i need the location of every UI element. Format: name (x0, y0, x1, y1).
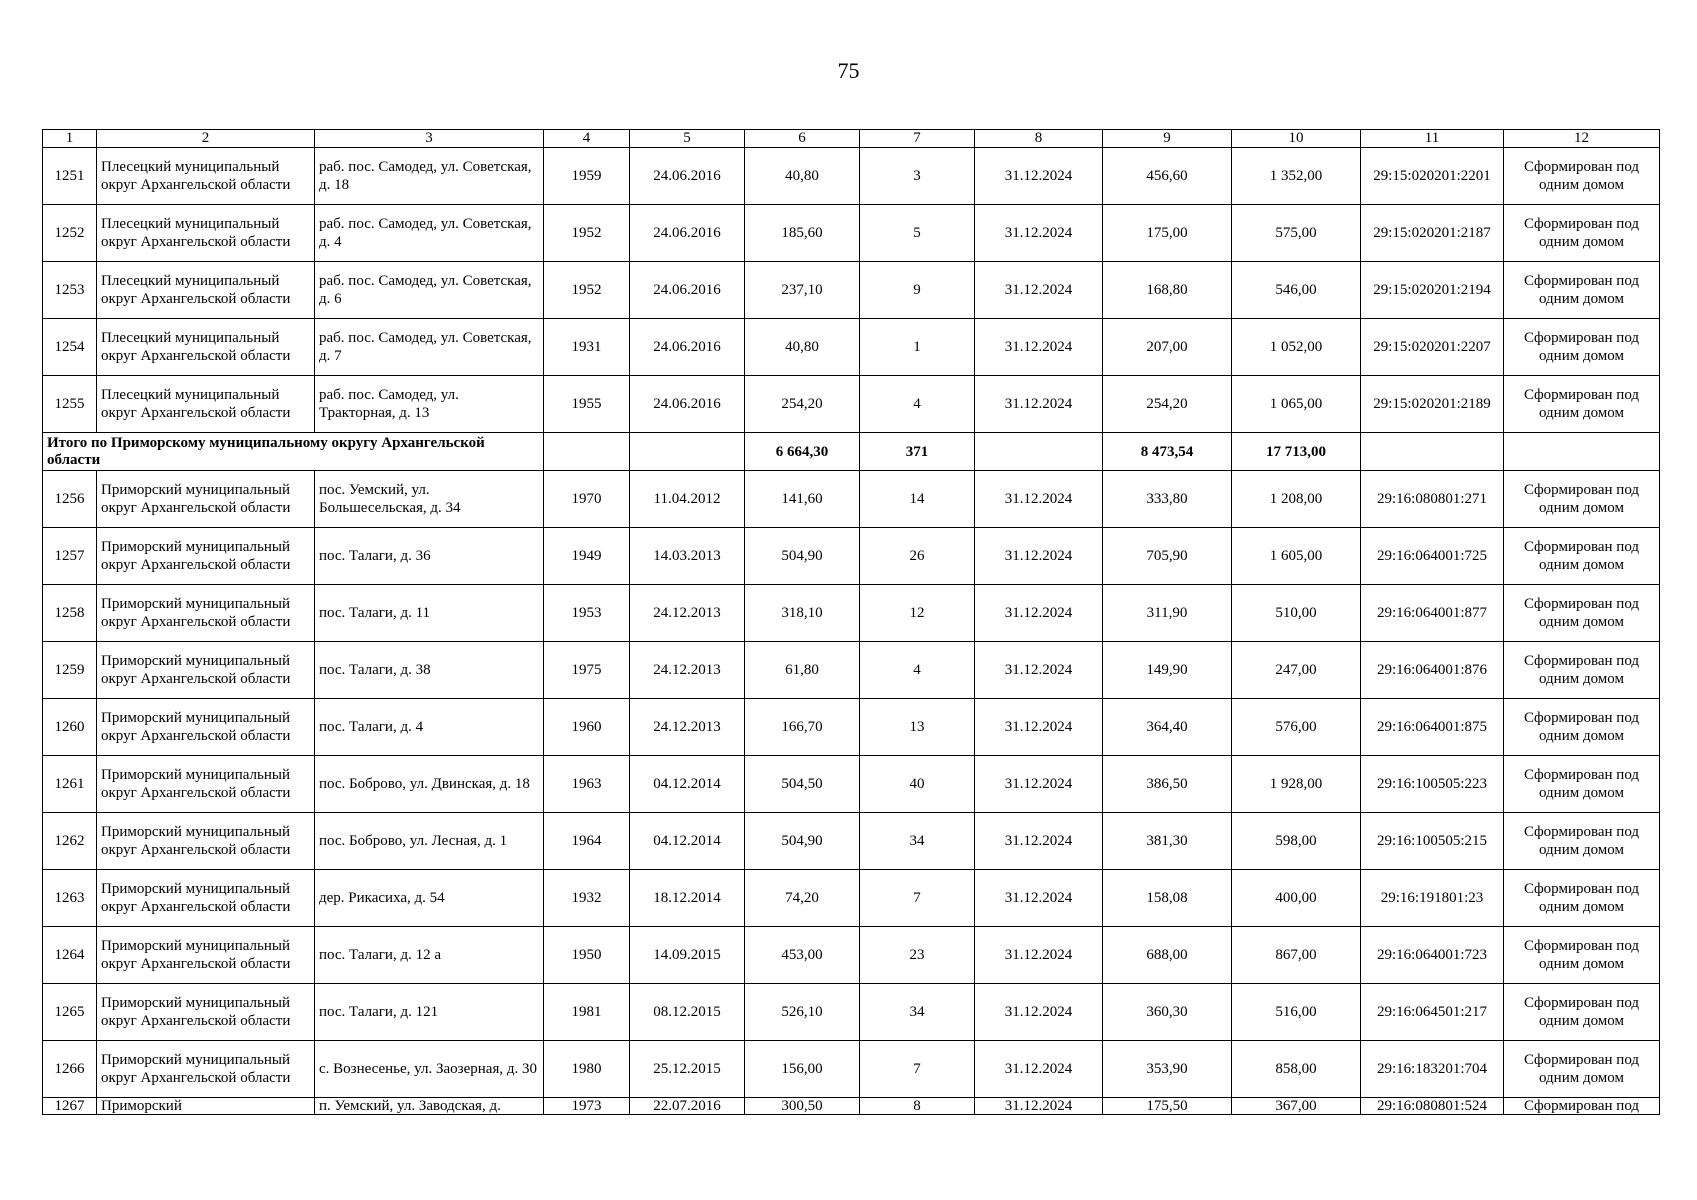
cell-cadastre: 29:15:020201:2189 (1361, 376, 1504, 433)
cell-area: 453,00 (745, 927, 860, 984)
cell-year: 1931 (544, 319, 630, 376)
cell-address: пос. Талаги, д. 11 (315, 585, 544, 642)
cell-status: Сформирован под одним домом (1504, 927, 1660, 984)
cell-address: раб. пос. Самодед, ул. Тракторная, д. 13 (315, 376, 544, 433)
cell-area: 156,00 (745, 1041, 860, 1098)
cell-address: раб. пос. Самодед, ул. Советская, д. 7 (315, 319, 544, 376)
cell-num: 1253 (43, 262, 97, 319)
cell-area: 526,10 (745, 984, 860, 1041)
cell-date: 18.12.2014 (630, 870, 745, 927)
cell-year: 1950 (544, 927, 630, 984)
cell-area2: 158,08 (1103, 870, 1232, 927)
cell-text: 29:16:080801:524 (1376, 1098, 1487, 1114)
cell-deadline: 31.12.2024 (975, 148, 1103, 205)
cell-deadline: 31.12.2024 (975, 813, 1103, 870)
cell-municipality: Плесецкий муниципальный округ Архангельской области (97, 205, 315, 262)
cell-deadline: 31.12.2024 (975, 319, 1103, 376)
table-row (43, 813, 1660, 870)
cell-date: 24.12.2013 (630, 585, 745, 642)
cell-residents: 7 (860, 870, 975, 927)
cell-status: Сформирован под одним домом (1504, 756, 1660, 813)
cell-municipality: Приморский муниципальный округ Архангельской области (97, 642, 315, 699)
cell-area2: 381,30 (1103, 813, 1232, 870)
cell-area: 61,80 (745, 642, 860, 699)
cell-municipality: Плесецкий муниципальный округ Архангельской области (97, 319, 315, 376)
cell-year: 1952 (544, 262, 630, 319)
table-row (43, 642, 1660, 699)
cell-deadline: 31.12.2024 (975, 756, 1103, 813)
cell-residents: 12 (860, 585, 975, 642)
cell-land: 1 065,00 (1232, 376, 1361, 433)
cell-status: Сформирован под одним домом (1504, 642, 1660, 699)
cell-status: Сформирован под одним домом (1504, 376, 1660, 433)
cell-land: 510,00 (1232, 585, 1361, 642)
cell-cadastre: 29:16:183201:704 (1361, 1041, 1504, 1098)
cell-cadastre: 29:16:064001:725 (1361, 528, 1504, 585)
cell-cadastre: 29:16:080801:271 (1361, 471, 1504, 528)
cell-year: 1949 (544, 528, 630, 585)
cell-residents: 40 (860, 756, 975, 813)
cell-num: 1259 (43, 642, 97, 699)
cell-address: пос. Боброво, ул. Лесная, д. 1 (315, 813, 544, 870)
cell-num: 1263 (43, 870, 97, 927)
cell-status: Сформирован под одним домом (1504, 262, 1660, 319)
cell-deadline: 31.12.2024 (975, 870, 1103, 927)
cell-text: Сформирован под (1523, 1098, 1640, 1114)
cell-date: 24.12.2013 (630, 699, 745, 756)
total-empty-year (544, 433, 630, 471)
cell-area2: 311,90 (1103, 585, 1232, 642)
table-row (43, 699, 1660, 756)
cell-municipality: Приморский муниципальный округ Архангельской области (97, 870, 315, 927)
cell-municipality: Плесецкий муниципальный округ Архангельской области (97, 148, 315, 205)
cell-cadastre (1361, 1098, 1504, 1115)
total-area2: 8 473,54 (1103, 433, 1232, 471)
cell-address: пос. Талаги, д. 121 (315, 984, 544, 1041)
cell-area2: 705,90 (1103, 528, 1232, 585)
cell-residents: 4 (860, 642, 975, 699)
cell-status: Сформирован под одним домом (1504, 148, 1660, 205)
cell-area2: 149,90 (1103, 642, 1232, 699)
table-row (43, 585, 1660, 642)
cell-deadline: 31.12.2024 (975, 205, 1103, 262)
cell-address: пос. Боброво, ул. Двинская, д. 18 (315, 756, 544, 813)
cell-cadastre: 29:16:064501:217 (1361, 984, 1504, 1041)
cell-municipality: Приморский муниципальный округ Архангельской области (97, 756, 315, 813)
cell-cadastre: 29:16:100505:223 (1361, 756, 1504, 813)
cell-date: 24.06.2016 (630, 376, 745, 433)
cell-land: 247,00 (1232, 642, 1361, 699)
cell-land: 575,00 (1232, 205, 1361, 262)
cell-cadastre: 29:15:020201:2207 (1361, 319, 1504, 376)
cell-date: 11.04.2012 (630, 471, 745, 528)
cell-address: пос. Талаги, д. 4 (315, 699, 544, 756)
cell-text: 1267 (54, 1098, 85, 1114)
cell-land: 400,00 (1232, 870, 1361, 927)
cell-area: 504,90 (745, 813, 860, 870)
cell-area2: 333,80 (1103, 471, 1232, 528)
cell-area: 237,10 (745, 262, 860, 319)
cell-area2 (1103, 1098, 1232, 1115)
cell-land (1232, 1098, 1361, 1115)
table-row (43, 528, 1660, 585)
cell-address: пос. Талаги, д. 36 (315, 528, 544, 585)
cell-address: дер. Рикасиха, д. 54 (315, 870, 544, 927)
column-number-cell: 6 (745, 130, 860, 148)
cell-residents: 9 (860, 262, 975, 319)
table-row (43, 319, 1660, 376)
cell-date: 14.03.2013 (630, 528, 745, 585)
table-row (43, 376, 1660, 433)
cell-text: 31.12.2024 (1004, 1098, 1073, 1114)
total-empty-cadastre (1361, 433, 1504, 471)
cell-num: 1256 (43, 471, 97, 528)
cell-year: 1970 (544, 471, 630, 528)
cell-status: Сформирован под одним домом (1504, 528, 1660, 585)
cell-municipality: Приморский муниципальный округ Архангельской области (97, 585, 315, 642)
total-residents: 371 (860, 433, 975, 471)
table-row (43, 984, 1660, 1041)
cell-municipality: Плесецкий муниципальный округ Архангельской области (97, 376, 315, 433)
cell-status: Сформирован под одним домом (1504, 984, 1660, 1041)
cell-cadastre: 29:16:064001:723 (1361, 927, 1504, 984)
cell-year: 1959 (544, 148, 630, 205)
cell-year (544, 1098, 630, 1115)
column-number-cell: 7 (860, 130, 975, 148)
cell-deadline: 31.12.2024 (975, 699, 1103, 756)
cell-num: 1264 (43, 927, 97, 984)
cell-address: раб. пос. Самодед, ул. Советская, д. 6 (315, 262, 544, 319)
column-number-cell: 3 (315, 130, 544, 148)
cell-num: 1260 (43, 699, 97, 756)
cell-area2: 360,30 (1103, 984, 1232, 1041)
cell-land: 516,00 (1232, 984, 1361, 1041)
cell-cadastre: 29:15:020201:2194 (1361, 262, 1504, 319)
cell-area: 40,80 (745, 319, 860, 376)
cell-residents (860, 1098, 975, 1115)
cell-area: 141,60 (745, 471, 860, 528)
table-row (43, 756, 1660, 813)
column-number-cell: 1 (43, 130, 97, 148)
cell-residents: 5 (860, 205, 975, 262)
cell-area: 40,80 (745, 148, 860, 205)
total-area: 6 664,30 (745, 433, 860, 471)
cell-residents: 23 (860, 927, 975, 984)
cell-status: Сформирован под одним домом (1504, 1041, 1660, 1098)
cell-text: 1973 (571, 1098, 602, 1114)
cell-area: 254,20 (745, 376, 860, 433)
cell-num: 1262 (43, 813, 97, 870)
cell-year: 1981 (544, 984, 630, 1041)
cell-year: 1952 (544, 205, 630, 262)
cell-residents: 7 (860, 1041, 975, 1098)
total-label: Итого по Приморскому муниципальному округу Архангельской области (43, 433, 544, 471)
cell-residents: 34 (860, 813, 975, 870)
housing-registry-table (42, 129, 1660, 1115)
cell-area: 74,20 (745, 870, 860, 927)
cell-date: 24.06.2016 (630, 205, 745, 262)
cell-year: 1932 (544, 870, 630, 927)
cell-address: раб. пос. Самодед, ул. Советская, д. 18 (315, 148, 544, 205)
total-empty-status (1504, 433, 1660, 471)
cell-text: 300,50 (781, 1098, 823, 1114)
cell-cadastre: 29:16:064001:876 (1361, 642, 1504, 699)
column-number-cell: 4 (544, 130, 630, 148)
cell-area (745, 1098, 860, 1115)
cell-municipality: Плесецкий муниципальный округ Архангельской области (97, 262, 315, 319)
cell-year: 1955 (544, 376, 630, 433)
cell-year: 1975 (544, 642, 630, 699)
cell-deadline: 31.12.2024 (975, 471, 1103, 528)
column-number-cell: 5 (630, 130, 745, 148)
column-number-cell: 10 (1232, 130, 1361, 148)
cell-date: 24.06.2016 (630, 262, 745, 319)
cell-area2: 353,90 (1103, 1041, 1232, 1098)
column-number-cell: 12 (1504, 130, 1660, 148)
table-row (43, 1041, 1660, 1098)
cell-deadline: 31.12.2024 (975, 528, 1103, 585)
cell-cadastre: 29:16:064001:877 (1361, 585, 1504, 642)
cell-cadastre: 29:16:191801:23 (1361, 870, 1504, 927)
cell-land: 576,00 (1232, 699, 1361, 756)
cell-area2: 386,50 (1103, 756, 1232, 813)
cell-text: 367,00 (1275, 1098, 1317, 1114)
cell-area: 185,60 (745, 205, 860, 262)
total-empty-deadline (975, 433, 1103, 471)
cell-area: 318,10 (745, 585, 860, 642)
cell-cadastre: 29:16:064001:875 (1361, 699, 1504, 756)
cell-address: с. Вознесенье, ул. Заозерная, д. 30 (315, 1041, 544, 1098)
cell-residents: 34 (860, 984, 975, 1041)
cell-area2: 456,60 (1103, 148, 1232, 205)
cell-deadline: 31.12.2024 (975, 262, 1103, 319)
cell-num: 1257 (43, 528, 97, 585)
cell-status: Сформирован под одним домом (1504, 870, 1660, 927)
cell-date: 24.06.2016 (630, 319, 745, 376)
cell-year: 1953 (544, 585, 630, 642)
cell-land: 1 605,00 (1232, 528, 1361, 585)
cell-status: Сформирован под одним домом (1504, 205, 1660, 262)
cell-date: 24.12.2013 (630, 642, 745, 699)
cell-year: 1964 (544, 813, 630, 870)
cell-text: 175,50 (1146, 1098, 1188, 1114)
cell-land: 867,00 (1232, 927, 1361, 984)
cell-year: 1960 (544, 699, 630, 756)
table-row (43, 148, 1660, 205)
cell-area2: 207,00 (1103, 319, 1232, 376)
cell-num (43, 1098, 97, 1115)
cell-address (315, 1098, 544, 1115)
cell-municipality: Приморский муниципальный округ Архангельской области (97, 927, 315, 984)
cell-area2: 168,80 (1103, 262, 1232, 319)
cell-municipality: Приморский муниципальный округ Архангельской области (97, 813, 315, 870)
cell-num: 1252 (43, 205, 97, 262)
cell-year: 1980 (544, 1041, 630, 1098)
cell-area2: 254,20 (1103, 376, 1232, 433)
cell-status: Сформирован под одним домом (1504, 319, 1660, 376)
cell-cadastre: 29:16:100505:215 (1361, 813, 1504, 870)
cell-land: 1 208,00 (1232, 471, 1361, 528)
cell-residents: 3 (860, 148, 975, 205)
cell-num: 1265 (43, 984, 97, 1041)
cell-text: Приморский (101, 1098, 182, 1114)
table-row-partial (43, 1098, 1660, 1115)
cell-municipality: Приморский муниципальный округ Архангельской области (97, 1041, 315, 1098)
cell-address: раб. пос. Самодед, ул. Советская, д. 4 (315, 205, 544, 262)
cell-year: 1963 (544, 756, 630, 813)
cell-num: 1251 (43, 148, 97, 205)
cell-residents: 1 (860, 319, 975, 376)
column-number-row (43, 130, 1660, 148)
cell-deadline: 31.12.2024 (975, 376, 1103, 433)
cell-deadline: 31.12.2024 (975, 642, 1103, 699)
cell-date: 04.12.2014 (630, 813, 745, 870)
cell-municipality: Приморский муниципальный округ Архангельской области (97, 984, 315, 1041)
cell-address: пос. Талаги, д. 38 (315, 642, 544, 699)
cell-municipality (97, 1098, 315, 1115)
cell-cadastre: 29:15:020201:2187 (1361, 205, 1504, 262)
cell-text: 8 (913, 1098, 921, 1114)
cell-num: 1255 (43, 376, 97, 433)
column-number-cell: 2 (97, 130, 315, 148)
cell-residents: 14 (860, 471, 975, 528)
column-number-cell: 11 (1361, 130, 1504, 148)
cell-text: п. Уемский, ул. Заводская, д. (319, 1098, 501, 1114)
total-land: 17 713,00 (1232, 433, 1361, 471)
cell-status (1504, 1098, 1660, 1115)
cell-date: 04.12.2014 (630, 756, 745, 813)
cell-area2: 175,00 (1103, 205, 1232, 262)
cell-status: Сформирован под одним домом (1504, 471, 1660, 528)
cell-land: 1 052,00 (1232, 319, 1361, 376)
cell-deadline: 31.12.2024 (975, 585, 1103, 642)
cell-municipality: Приморский муниципальный округ Архангельской области (97, 471, 315, 528)
cell-num: 1258 (43, 585, 97, 642)
table-row (43, 471, 1660, 528)
cell-date: 25.12.2015 (630, 1041, 745, 1098)
cell-residents: 4 (860, 376, 975, 433)
cell-date: 24.06.2016 (630, 148, 745, 205)
cell-area: 504,50 (745, 756, 860, 813)
cell-land: 598,00 (1232, 813, 1361, 870)
cell-text: 22.07.2016 (653, 1098, 721, 1114)
total-row (43, 433, 1660, 471)
cell-deadline: 31.12.2024 (975, 927, 1103, 984)
cell-deadline: 31.12.2024 (975, 1041, 1103, 1098)
cell-deadline (975, 1098, 1103, 1115)
page-number: 75 (837, 58, 860, 83)
cell-deadline: 31.12.2024 (975, 984, 1103, 1041)
cell-num: 1266 (43, 1041, 97, 1098)
cell-municipality: Приморский муниципальный округ Архангельской области (97, 699, 315, 756)
cell-municipality: Приморский муниципальный округ Архангельской области (97, 528, 315, 585)
cell-date: 08.12.2015 (630, 984, 745, 1041)
cell-address: пос. Уемский, ул. Большесельская, д. 34 (315, 471, 544, 528)
cell-area2: 688,00 (1103, 927, 1232, 984)
cell-address: пос. Талаги, д. 12 а (315, 927, 544, 984)
column-number-cell: 9 (1103, 130, 1232, 148)
cell-area: 166,70 (745, 699, 860, 756)
table-row (43, 927, 1660, 984)
cell-date: 14.09.2015 (630, 927, 745, 984)
table-body (43, 130, 1660, 1115)
column-number-cell: 8 (975, 130, 1103, 148)
cell-area: 504,90 (745, 528, 860, 585)
cell-land: 1 352,00 (1232, 148, 1361, 205)
cell-land: 1 928,00 (1232, 756, 1361, 813)
cell-status: Сформирован под одним домом (1504, 813, 1660, 870)
table-row (43, 205, 1660, 262)
cell-land: 858,00 (1232, 1041, 1361, 1098)
cell-cadastre: 29:15:020201:2201 (1361, 148, 1504, 205)
total-empty-date (630, 433, 745, 471)
cell-residents: 13 (860, 699, 975, 756)
cell-num: 1261 (43, 756, 97, 813)
table-row (43, 870, 1660, 927)
cell-status: Сформирован под одним домом (1504, 699, 1660, 756)
cell-area2: 364,40 (1103, 699, 1232, 756)
cell-land: 546,00 (1232, 262, 1361, 319)
cell-status: Сформирован под одним домом (1504, 585, 1660, 642)
cell-date (630, 1098, 745, 1115)
cell-residents: 26 (860, 528, 975, 585)
table-row (43, 262, 1660, 319)
cell-num: 1254 (43, 319, 97, 376)
